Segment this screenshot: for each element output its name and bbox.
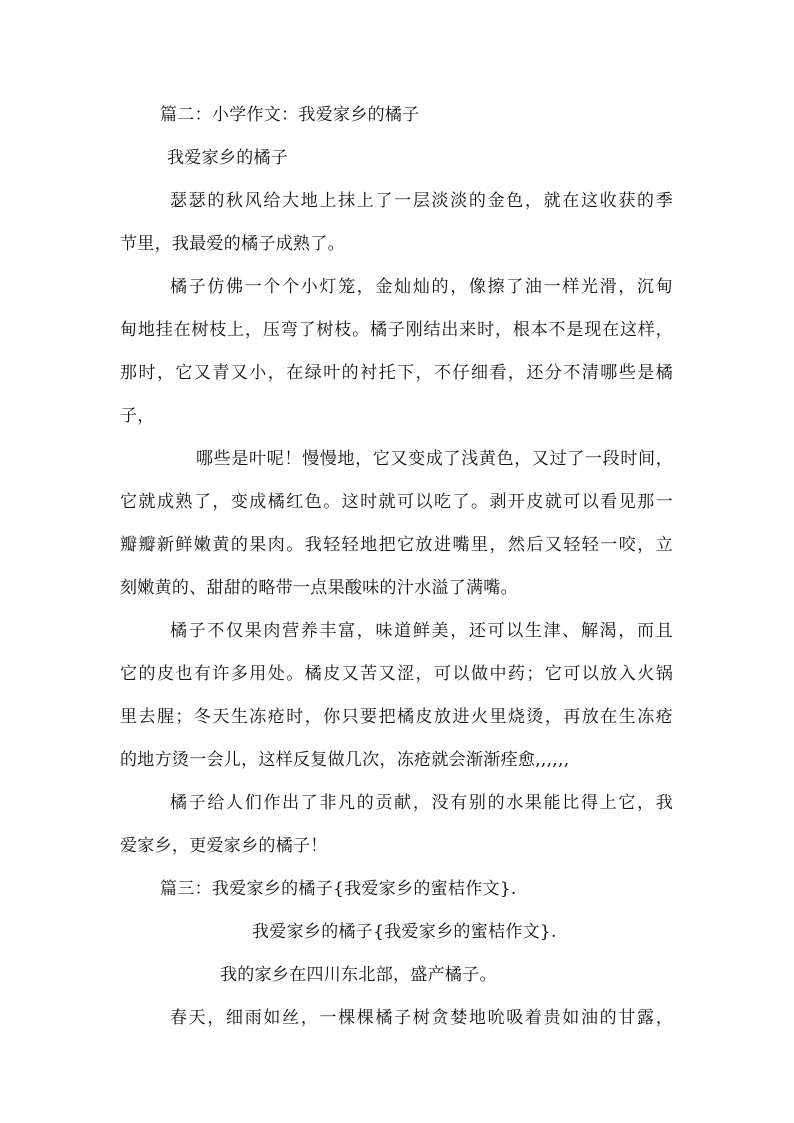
paragraph-line: 甸地挂在树枝上，压弯了树枝。橘子刚结出来时，根本不是现在这样， bbox=[120, 320, 673, 340]
essay-title: 我爱家乡的橘子 bbox=[167, 148, 289, 168]
paragraph-line: 里去腥；冬天生冻疮时，你只要把橘皮放进火里烧烫，再放在生冻疮 bbox=[120, 707, 673, 727]
paragraph-line: 橘子仿佛一个个小灯笼，金灿灿的，像擦了油一样光滑，沉甸 bbox=[170, 277, 673, 297]
paragraph-line: 橘子不仅果肉营养丰富，味道鲜美，还可以生津、解渴，而且 bbox=[170, 621, 673, 641]
paragraph-line: 爱家乡，更爱家乡的橘子！ bbox=[120, 836, 328, 856]
paragraph-line: 的地方烫一会儿，这样反复做几次，冻疮就会渐渐痊愈,,,,,, bbox=[120, 750, 570, 770]
paragraph-line: 那时，它又青又小，在绿叶的衬托下，不仔细看，还分不清哪些是橘 bbox=[120, 363, 673, 383]
section-heading-3: 篇三：我爱家乡的橘子{我爱家乡的蜜桔作文}. bbox=[160, 879, 517, 899]
paragraph-line: 它的皮也有许多用处。橘皮又苦又涩，可以做中药；它可以放入火锅 bbox=[120, 664, 673, 684]
paragraph-line: 春天，细雨如丝，一棵棵橘子树贪婪地吮吸着贵如油的甘露， bbox=[170, 1008, 673, 1028]
paragraph-line: 瑟瑟的秋风给大地上抹上了一层淡淡的金色，就在这收获的季 bbox=[170, 191, 673, 211]
paragraph-line: 橘子给人们作出了非凡的贡献，没有别的水果能比得上它，我 bbox=[170, 793, 673, 813]
paragraph-line: 哪些是叶呢！慢慢地，它又变成了浅黄色，又过了一段时间， bbox=[196, 449, 673, 469]
paragraph-line: 它就成熟了，变成橘红色。这时就可以吃了。剥开皮就可以看见那一 bbox=[120, 492, 673, 512]
essay-title: 我爱家乡的橘子{我爱家乡的蜜桔作文}. bbox=[252, 922, 557, 942]
paragraph-line: 瓣瓣新鲜嫩黄的果肉。我轻轻地把它放进嘴里，然后又轻轻一咬，立 bbox=[120, 535, 673, 555]
paragraph-line: 我的家乡在四川东北部，盛产橘子。 bbox=[220, 965, 497, 985]
paragraph-line: 子， bbox=[120, 406, 155, 426]
paragraph-line: 刻嫩黄的、甜甜的略带一点果酸味的汁水溢了满嘴。 bbox=[120, 578, 518, 598]
section-heading-2: 篇二：小学作文：我爱家乡的橘子 bbox=[160, 105, 420, 125]
paragraph-line: 节里，我最爱的橘子成熟了。 bbox=[120, 234, 345, 254]
